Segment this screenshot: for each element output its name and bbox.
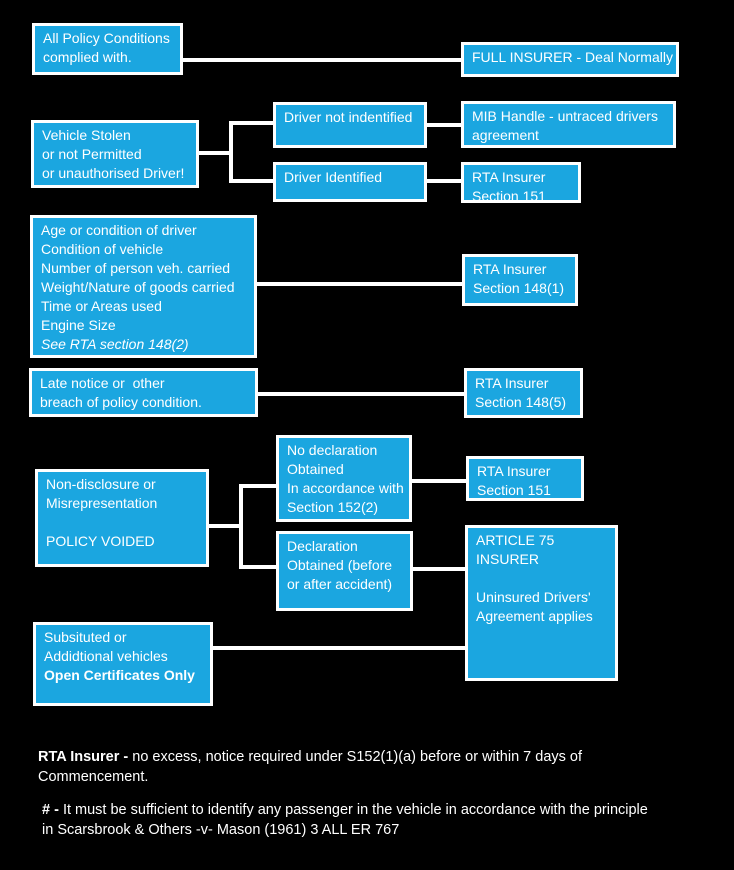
node-text-line: No declaration: [287, 442, 378, 458]
node-declaration-obtained: [276, 531, 413, 611]
connector-line: [257, 282, 462, 286]
connector-line: [427, 123, 461, 127]
node-substituted-vehicles: [33, 622, 213, 706]
node-text-line: INSURER: [476, 551, 540, 567]
node-text-line: FULL INSURER - Deal Normally: [472, 49, 673, 65]
node-text-line: [476, 569, 607, 588]
node-text-line: Section 148(5): [475, 394, 567, 410]
connector-line: [239, 565, 277, 569]
connector-line: [229, 179, 273, 183]
node-text-line: RTA Insurer: [477, 463, 551, 479]
node-text-line: or after accident): [287, 576, 393, 592]
node-text-line: Time or Areas used: [41, 298, 162, 314]
node-text-line: MIB Handle - untraced drivers: [472, 108, 658, 124]
connector-line: [209, 524, 243, 528]
node-text-line: Driver Identified: [284, 169, 383, 185]
node-text-line: Subsituted or: [44, 629, 127, 645]
node-text-line: [46, 513, 198, 532]
footnote-line: in Scarsbrook & Others -v- Mason (1961) 3 ALL ER 767: [42, 822, 400, 838]
node-rta-insurer-section-151-mid: [466, 456, 584, 501]
node-text-line: Section 151: [472, 188, 546, 204]
connector-line: [183, 58, 461, 62]
footnote-line: [42, 800, 702, 820]
footnote-line: [38, 747, 678, 767]
node-text-line: Obtained (before: [287, 557, 393, 573]
node-text-line: Addidtional vehicles: [44, 648, 168, 664]
connector-line: [258, 392, 464, 396]
connector-line: [229, 121, 273, 125]
node-text-line: agreement: [472, 127, 539, 143]
node-text-line: RTA Insurer: [473, 261, 547, 277]
node-article-75-insurer: [465, 525, 618, 681]
node-text-line: Misrepresentation: [46, 495, 158, 511]
node-text-line: Late notice or other: [40, 375, 165, 391]
node-driver-not-identified: [273, 102, 427, 148]
node-full-insurer: [461, 42, 679, 77]
connector-line: [229, 121, 233, 183]
node-text-line: or unauthorised Driver!: [42, 165, 185, 181]
node-text-line: Section 152(2): [287, 499, 379, 515]
footnote-passenger-identification: [42, 800, 702, 840]
node-text-line: Condition of vehicle: [41, 241, 164, 257]
node-no-declaration: [276, 435, 412, 522]
connector-line: [427, 179, 461, 183]
connector-line: [213, 646, 466, 650]
node-text-line: breach of policy condition.: [40, 394, 202, 410]
node-driver-identified: [273, 162, 427, 202]
node-text-line: Weight/Nature of goods carried: [41, 279, 235, 295]
connector-line: [412, 479, 466, 483]
connector-line: [239, 484, 277, 488]
footnote-bold-label: # -: [42, 802, 59, 818]
node-text-line: Uninsured Drivers': [476, 589, 591, 605]
node-text-line: All Policy Conditions: [43, 30, 170, 46]
footnote-text: It must be sufficient to identify any passenger in the vehicle in accordance with the principle: [58, 802, 648, 818]
footnote-bold-label: RTA Insurer -: [38, 749, 129, 765]
node-text-line: complied with.: [43, 49, 132, 65]
connector-line: [239, 484, 243, 569]
node-text-line: ARTICLE 75: [476, 532, 555, 548]
node-non-disclosure: [35, 469, 209, 567]
node-vehicle-stolen: [31, 120, 199, 188]
node-rta-insurer-section-148-1: [462, 254, 578, 306]
node-text-line: Age or condition of driver: [41, 222, 197, 238]
node-text-line: Engine Size: [41, 317, 116, 333]
node-text-line: Declaration: [287, 538, 358, 554]
footnote-text: no excess, notice required under S152(1)(a) before or within 7 days of: [128, 749, 583, 765]
node-text-line: Section 151: [477, 482, 551, 498]
node-all-policy-conditions: [32, 23, 183, 75]
footnote-rta-insurer: [38, 747, 678, 787]
node-rta-insurer-section-151-top: [461, 162, 581, 203]
connector-line: [199, 151, 232, 155]
node-text-line: POLICY VOIDED: [46, 533, 155, 549]
connector-line: [413, 567, 466, 571]
node-text-line: RTA Insurer: [475, 375, 549, 391]
node-text-line: Open Certificates Only: [44, 667, 195, 683]
node-mib-handle: [461, 101, 676, 148]
node-text-line: See RTA section 148(2): [41, 336, 189, 352]
node-text-line: Agreement applies: [476, 608, 593, 624]
node-age-or-condition: [30, 215, 257, 358]
node-text-line: Vehicle Stolen: [42, 127, 131, 143]
node-text-line: Driver not indentified: [284, 109, 413, 125]
node-text-line: Obtained: [287, 461, 344, 477]
node-text-line: or not Permitted: [42, 146, 142, 162]
node-text-line: In accordance with: [287, 480, 404, 496]
node-rta-insurer-section-148-5: [464, 368, 583, 418]
node-text-line: RTA Insurer: [472, 169, 546, 185]
footnote-line: Commencement.: [38, 769, 149, 785]
node-text-line: Non-disclosure or: [46, 476, 156, 492]
node-late-notice: [29, 368, 258, 417]
node-text-line: Number of person veh. carried: [41, 260, 231, 276]
node-text-line: Section 148(1): [473, 280, 565, 296]
